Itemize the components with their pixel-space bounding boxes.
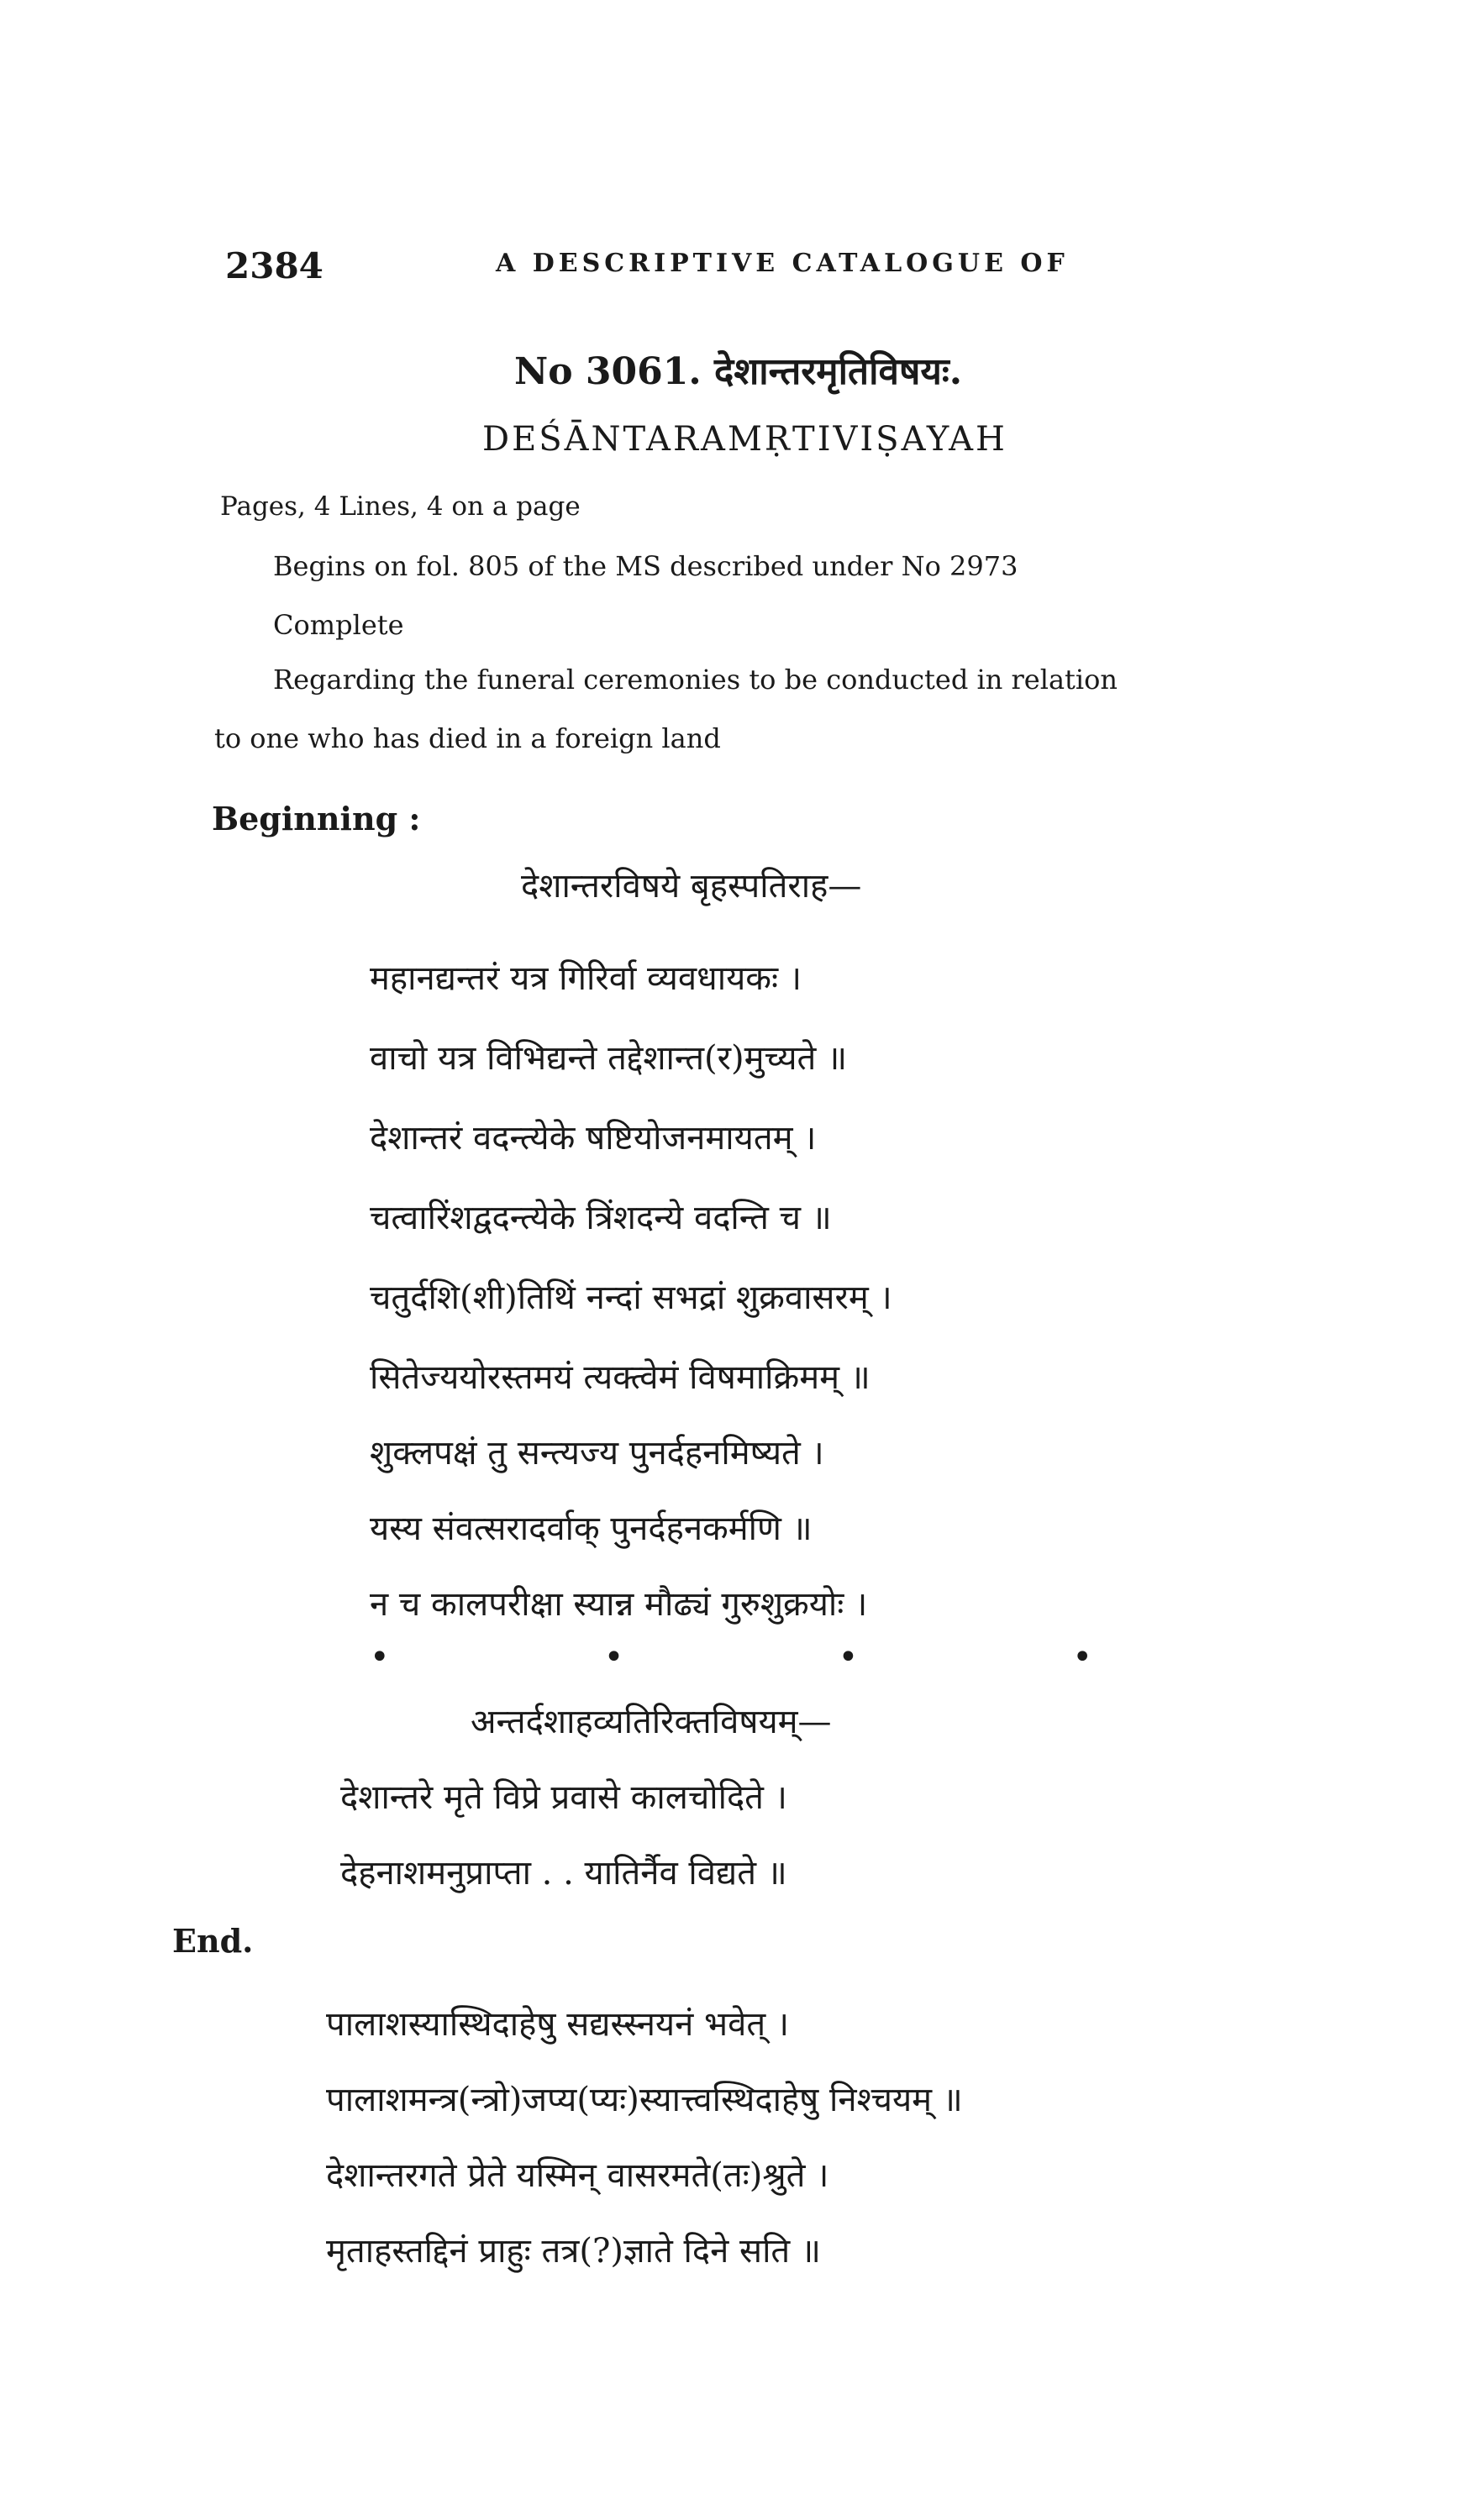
verse-line: न च कालपरीक्षा स्यान्न मौढ्यं गुरुशुक्रयोः । [370,1585,868,1624]
verse-line: शुक्लपक्षं तु सन्त्यज्य पुनर्दहनमिष्यते । [370,1434,824,1473]
beginning-heading: देशान्तरविषये बृहस्पतिराह— [521,867,862,906]
sub-verse-line: देशान्तरे मृते विप्रे प्रवासे कालचोदिते । [340,1778,787,1817]
verse-line: वाचो यत्र विभिद्यन्ते तद्देशान्त(र)मुच्यते ॥ [370,1039,848,1078]
page-number: 2384 [225,245,323,286]
info-line: to one who has died in a foreign land [214,722,721,754]
ellipsis-dots [370,1638,1092,1677]
ellipsis-dot: • [370,1638,390,1677]
end-verse-line: मृताहस्तद्दिनं प्राहुः तत्र(?)ज्ञाते दिने सति ॥ [326,2232,821,2271]
verse-line: यस्य संवत्सरादर्वाक् पुनर्दहनकर्मणि ॥ [370,1509,813,1548]
verse-line: सितेज्ययोरस्तमयं त्यक्त्वेमं विषमाक्रिमम् ॥ [370,1358,870,1397]
end-verse-line: पालाशमन्त्र(न्त्रो)जप्य(प्यः)स्यात्त्वस्थिदाहेषु निश्चयम् ॥ [326,2081,963,2119]
running-title: A DESCRIPTIVE CATALOGUE OF [496,249,1069,278]
info-line: Complete [273,609,404,641]
end-verse-line: पालाशस्यास्थिदाहेषु सद्यस्स्नयनं भवेत् । [326,2005,790,2044]
verse-line: देशान्तरं वदन्त्येके षष्टियोजनमायतम् । [370,1119,817,1158]
end-label: End. [172,1922,254,1960]
verse-line: चत्वारिंशद्वदन्त्येके त्रिंशदन्ये वदन्ति च ॥ [370,1199,832,1237]
verse-line: चतुर्दशि(शी)तिथिं नन्दां सभद्रां शुक्रवासरम् । [370,1278,892,1317]
ellipsis-dot: • [838,1638,859,1677]
entry-title: No 3061. देशान्तरमृतिविषयः. [514,350,963,393]
info-line: Regarding the funeral ceremonies to be conducted in relation [273,664,1118,696]
ellipsis-dot: • [603,1638,624,1677]
ellipsis-dot: • [1072,1638,1092,1677]
entry-meta: Pages, 4 Lines, 4 on a page [220,491,581,522]
beginning-label: Beginning : [212,800,421,837]
entry-transliteration: DEŚĀNTARAMṚTIVIṢAYAH [482,420,1007,459]
sub-verse-line: देहनाशमनुप्राप्ता . . यातिर्नैव विद्यते ॥ [340,1854,787,1893]
end-verse-line: देशान्तरगते प्रेते यस्मिन् वासरमते(तः)श्रुते । [326,2156,829,2195]
info-line: Begins on fol. 805 of the MS described under No 2973 [273,550,1018,582]
verse-line: महानद्यन्तरं यत्र गिरिर्वा व्यवधायकः । [370,959,802,998]
sub-heading: अन्तर्दशाहव्यतिरिक्तविषयम्— [471,1703,832,1741]
